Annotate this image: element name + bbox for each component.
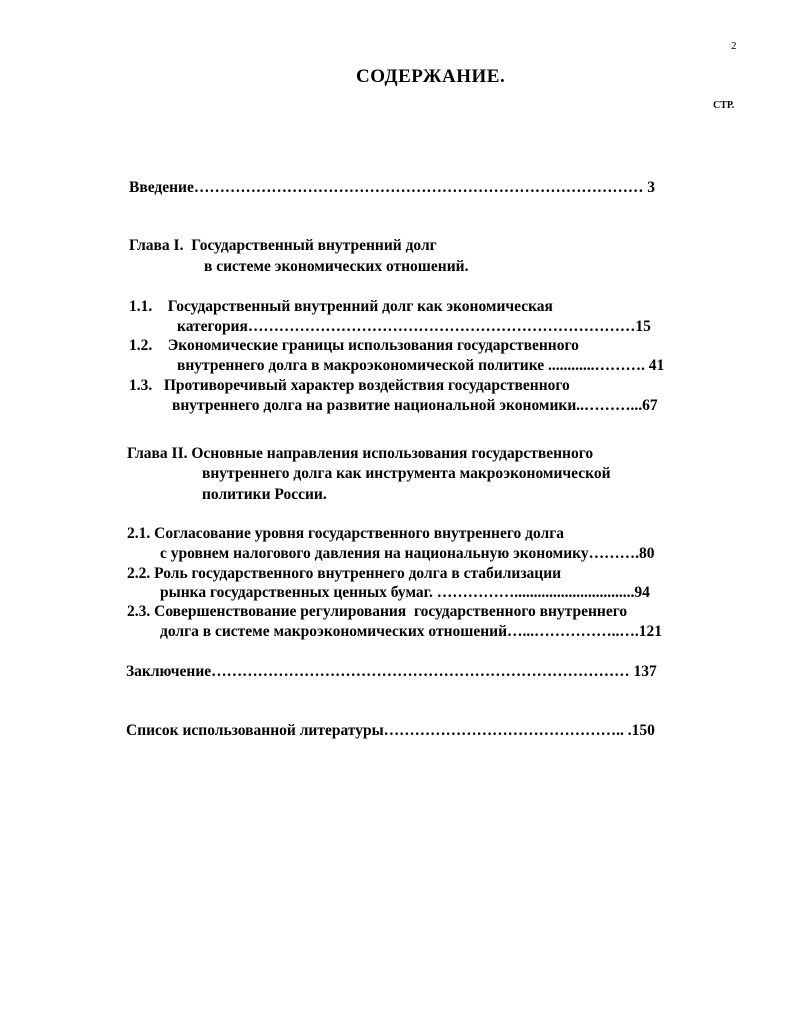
toc-section-2-3-line-1[interactable]: 2.3. Совершенствование регулирования государственного внутреннего (127, 603, 628, 620)
toc-section-1-2-line-2: внутреннего долга в макроэкономической политике ............………. 41 (177, 357, 665, 374)
toc-section-1-1-line-1[interactable]: 1.1. Государственный внутренний долг как экономическая (129, 298, 553, 315)
toc-entry-bibliography[interactable]: Список использованной литературы……………………………………….. .150 (126, 722, 655, 739)
toc-section-1-1-line-2: категория…………………………………………………………………15 (177, 318, 651, 335)
toc-section-1-2-line-1[interactable]: 1.2. Экономические границы использования государственного (129, 337, 579, 354)
toc-section-2-1-line-2: с уровнем налогового давления на национальную экономику……….80 (160, 545, 655, 562)
toc-chapter-2-line-3: политики России. (202, 486, 327, 503)
toc-entry-intro[interactable]: Введение…………………………………………………………………………… 3 (129, 179, 655, 196)
page-number: 2 (731, 40, 737, 52)
toc-section-2-1-line-1[interactable]: 2.1. Согласование уровня государственного внутреннего долга (127, 525, 564, 542)
page-title: СОДЕРЖАНИЕ. (356, 66, 506, 87)
toc-section-2-2-line-1[interactable]: 2.2. Роль государственного внутреннего долга в стабилизации (127, 565, 562, 582)
toc-chapter-1-line-1[interactable]: Глава I. Государственный внутренний долг (129, 237, 437, 254)
toc-section-2-3-line-2: долга в системе макроэкономических отношений…...……………..….121 (160, 623, 663, 640)
toc-section-1-3-line-1[interactable]: 1.3. Противоречивый характер воздействия государственного (129, 377, 570, 394)
toc-chapter-2-line-2: внутреннего долга как инструмента макроэкономической (202, 465, 611, 482)
page-column-label: СТР. (713, 100, 735, 111)
toc-chapter-1-line-2: в системе экономических отношений. (204, 258, 469, 275)
toc-entry-conclusion[interactable]: Заключение……………………………………………………………………… 137 (126, 663, 657, 680)
toc-section-2-2-line-2: рынка государственных ценных бумаг. ……………...............................94 (160, 584, 650, 601)
toc-chapter-2-line-1[interactable]: Глава II. Основные направления использования государственного (127, 445, 594, 462)
toc-section-1-3-line-2: внутреннего долга на развитие национальной экономики..………...67 (172, 397, 658, 414)
